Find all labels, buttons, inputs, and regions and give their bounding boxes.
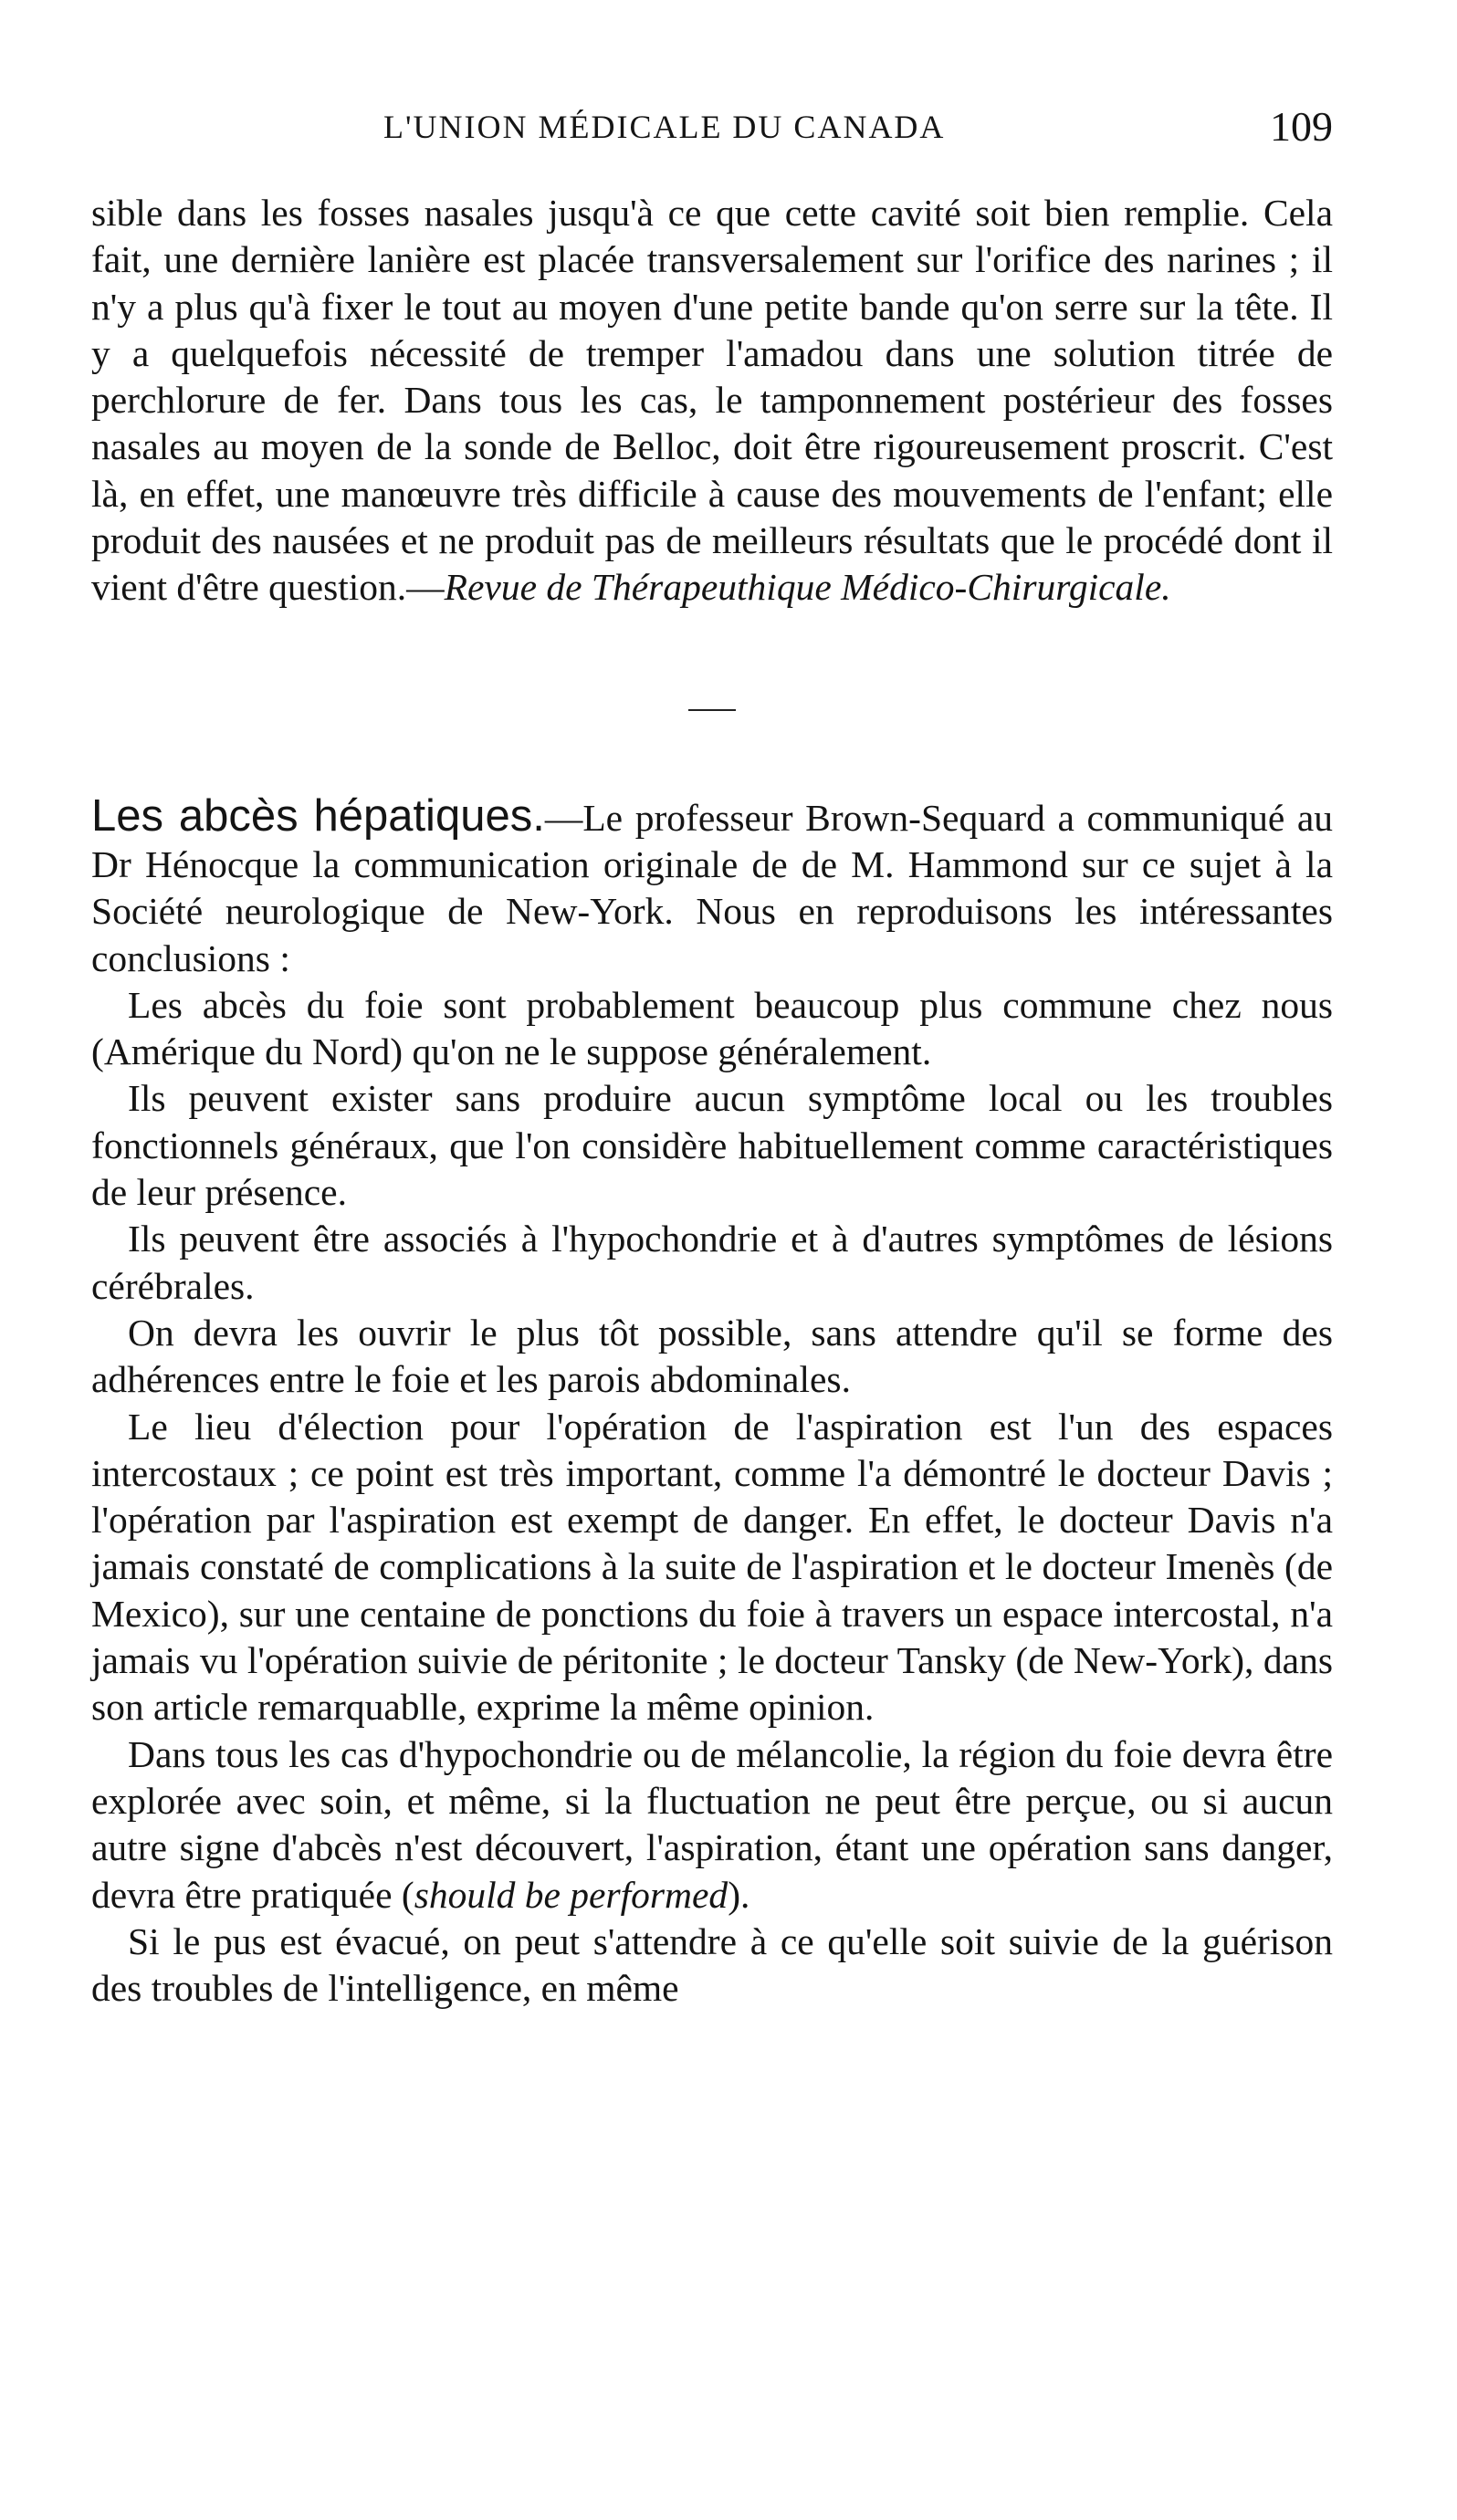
- page-body: [91, 190, 1333, 2012]
- conclusion-closing: ).: [728, 1873, 750, 1916]
- section-divider: [688, 709, 736, 711]
- article-intro-paragraph: [91, 790, 1334, 982]
- conclusion-text: Dans tous les cas d'hypochondrie ou de mélancolie, la région du foie devra être explorée avec soin, et même, si la fluctuation ne peut être perçue, ou si aucun autre signe d'abcès n'est découvert, l'aspiration, étant une opération sans danger, devra être pratiquée (: [91, 1732, 1333, 1916]
- running-title: L'UNION MÉDICALE DU CANADA: [383, 109, 946, 145]
- section-title: Les abcès hépatiques.: [91, 790, 545, 841]
- conclusion-paragraph: Les abcès du foie sont probablement beaucoup plus commune chez nous (Amérique du Nord) qu'on ne le suppose généralement.: [91, 983, 1333, 1073]
- article-intro-text: —Le professeur Brown-Sequard a communiqué au Dr Hénocque la communication originale de de M. Hammond sur ce sujet à la Société neurologique de New-York. Nous en reproduisons les intéressantes conclusions :: [91, 796, 1334, 979]
- article-liver-abscesses: [91, 790, 1334, 2013]
- continuation-paragraph: [91, 190, 1333, 612]
- conclusion-paragraph: Si le pus est évacué, on peut s'attendre à ce qu'elle soit suivie de la guérison des troubles de l'intelligence, en même: [91, 1919, 1333, 2010]
- page-header: [91, 103, 1333, 162]
- conclusion-paragraph: Ils peuvent exister sans produire aucun symptôme local ou les troubles fonctionnels généraux, que l'on considère habituellement comme caractéristiques de leur présence.: [91, 1077, 1333, 1214]
- page-number: 109: [1270, 103, 1333, 150]
- conclusion-paragraph: Le lieu d'élection pour l'opération de l'aspiration est l'un des espaces intercostaux ; ce point est très important, comme l'a démontré le docteur Davis ; l'opération par l'aspiration est exempt de danger. En effet, le docteur Davis n'a jamais constaté de complications à la suite de l'aspiration et le docteur Imenès (de Mexico), sur une centaine de ponctions du foie à travers un espace intercostal, n'a jamais vu l'opération suivie de péritonite ; le docteur Tansky (de New-York), dans son article remarquablle, exprime la même opinion.: [91, 1405, 1333, 1729]
- conclusion-paragraph: [91, 1731, 1333, 1919]
- conclusion-paragraph: On devra les ouvrir le plus tôt possible, sans attendre qu'il se forme des adhérences entre le foie et les parois abdominales.: [91, 1311, 1333, 1401]
- conclusion-paragraph: Ils peuvent être associés à l'hypochondrie et à d'autres symptômes de lésions cérébrales.: [91, 1218, 1333, 1307]
- source-citation: Revue de Thérapeuthique Médico-Chirurgicale.: [444, 566, 1171, 609]
- emphasis-text: should be performed: [414, 1873, 728, 1916]
- continuation-text: sible dans les fosses nasales jusqu'à ce que cette cavité soit bien remplie. Cela fait, une dernière lanière est placée transversalement sur l'orifice des narines ; il n'y a plus qu'à fixer le tout au moyen d'une petite bande qu'on serre sur la tête. Il y a quelquefois nécessité de tremper l'amadou dans une solution titrée de perchlorure de fer. Dans tous les cas, le tamponnement postérieur des fosses nasales au moyen de la sonde de Belloc, doit être rigoureusement proscrit. C'est là, en effet, une manœuvre très difficile à cause des mouvements de l'enfant; elle produit des nausées et ne produit pas de meilleurs résultats que le procédé dont il vient d'être question.—: [91, 192, 1333, 609]
